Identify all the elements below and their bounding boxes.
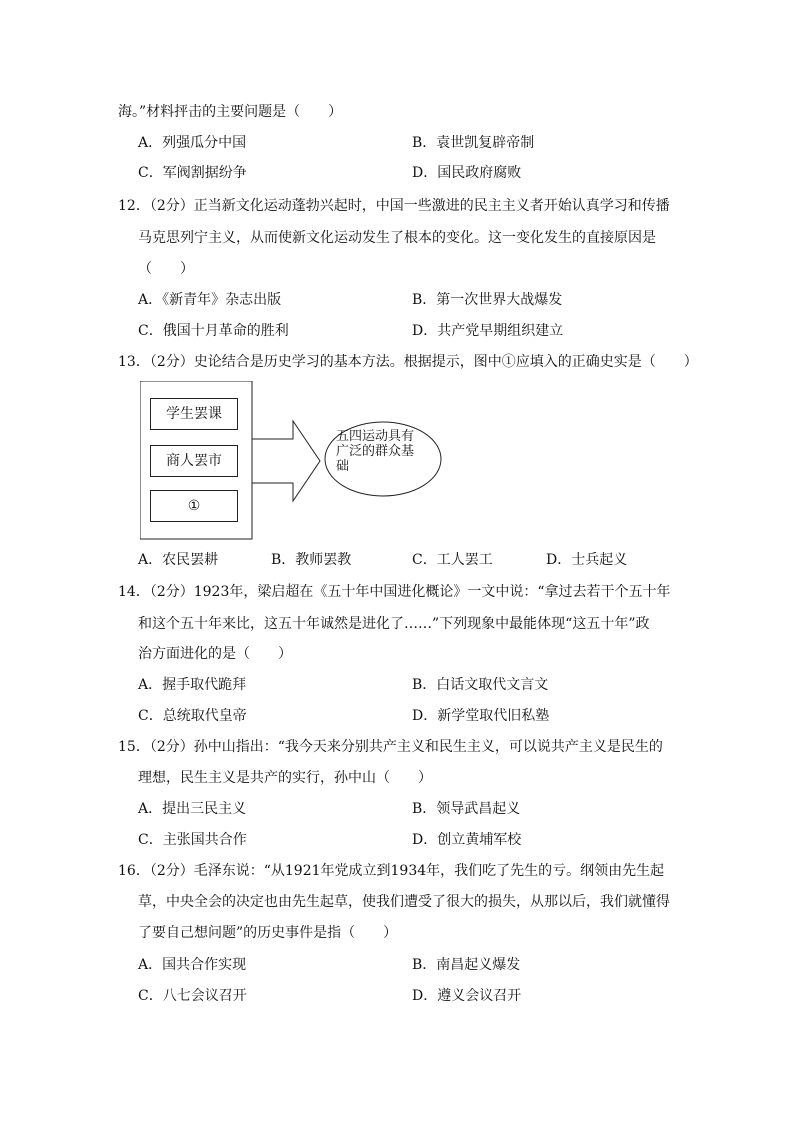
question-14-line-3: 治方面进化的是（ ） <box>138 646 292 662</box>
question-15-line-2: 理想，民生主义是共产的实行，孙中山（ ） <box>138 770 432 786</box>
q12-option-c[interactable]: C．俄国十月革命的胜利 <box>138 323 289 339</box>
q13-option-b[interactable]: B．教师罢教 <box>271 552 352 568</box>
diagram-box-blank: ① <box>150 490 238 522</box>
diagram-box-student-strike: 学生罢课 <box>150 398 238 430</box>
diagram-box-merchant-strike: 商人罢市 <box>150 445 238 477</box>
question-13-line-1: 13．（2分）史论结合是历史学习的基本方法。根据提示，图中①应填入的正确史实是（ ） <box>118 354 698 370</box>
q16-option-b[interactable]: B．南昌起义爆发 <box>412 957 521 973</box>
question-12-line-3: （ ） <box>138 261 194 277</box>
q16-option-d[interactable]: D．遵义会议召开 <box>412 988 522 1004</box>
q13-option-c[interactable]: C．工人罢工 <box>412 552 493 568</box>
arrow-shape <box>252 421 320 501</box>
q15-option-a[interactable]: A．提出三民主义 <box>138 801 247 817</box>
q13-option-a[interactable]: A．农民罢耕 <box>138 552 219 568</box>
q12-option-b[interactable]: B．第一次世界大战爆发 <box>412 292 563 308</box>
q15-option-c[interactable]: C．主张国共合作 <box>138 832 247 848</box>
question-15-line-1: 15．（2分）孙中山指出：“我今天来分别共产主义和民生主义，可以说共产主义是民生的 <box>118 739 663 755</box>
q13-option-d[interactable]: D．士兵起义 <box>546 552 628 568</box>
q16-option-c[interactable]: C．八七会议召开 <box>138 988 247 1004</box>
q16-option-a[interactable]: A．国共合作实现 <box>138 957 247 973</box>
q11-option-b[interactable]: B．袁世凯复辟帝制 <box>412 135 535 151</box>
question-12-line-2: 马克思列宁主义，从而使新文化运动发生了根本的变化。这一变化发生的直接原因是 <box>138 230 656 246</box>
q12-option-a[interactable]: A．《新青年》杂志出版 <box>138 292 282 308</box>
question-16-line-3: 了要自己想问题”的历史事件是指（ ） <box>138 925 398 941</box>
question-14-line-1: 14．（2分）1923年，梁启超在《五十年中国进化概论》一文中说：“拿过去若干个五十年 <box>118 584 671 600</box>
q14-option-c[interactable]: C．总统取代皇帝 <box>138 708 247 724</box>
question-12-line-1: 12．（2分）正当新文化运动蓬勃兴起时，中国一些激进的民主主义者开始认真学习和传播 <box>118 198 670 214</box>
question-14-line-2: 和这个五十年来比，这五十年诚然是进化了……”下列现象中最能体现“这五十年”政 <box>138 616 650 632</box>
question-16-line-1: 16．（2分）毛泽东说：“从1921年党成立到1934年，我们吃了先生的亏。纲领由先生起 <box>118 863 665 879</box>
q11-option-a[interactable]: A．列强瓜分中国 <box>138 135 247 151</box>
diagram-oval-text: 五四运动具有广泛的群众基础 <box>336 429 415 474</box>
q14-option-d[interactable]: D．新学堂取代旧私塾 <box>412 708 550 724</box>
question-13-diagram <box>140 381 470 541</box>
q15-option-b[interactable]: B．领导武昌起义 <box>412 801 521 817</box>
q14-option-b[interactable]: B．白话文取代文言文 <box>412 677 549 693</box>
q11-option-c[interactable]: C．军阀割据纷争 <box>138 165 247 181</box>
q14-option-a[interactable]: A．握手取代跪拜 <box>138 677 247 693</box>
q15-option-d[interactable]: D．创立黄埔军校 <box>412 832 522 848</box>
question-16-line-2: 草，中央全会的决定也由先生起草，使我们遭受了很大的损失，从那以后，我们就懂得 <box>138 894 670 910</box>
q11-option-d[interactable]: D．国民政府腐败 <box>412 165 522 181</box>
question-11-tail: 海。”材料抨击的主要问题是（ ） <box>118 104 343 120</box>
q12-option-d[interactable]: D．共产党早期组织建立 <box>412 323 564 339</box>
